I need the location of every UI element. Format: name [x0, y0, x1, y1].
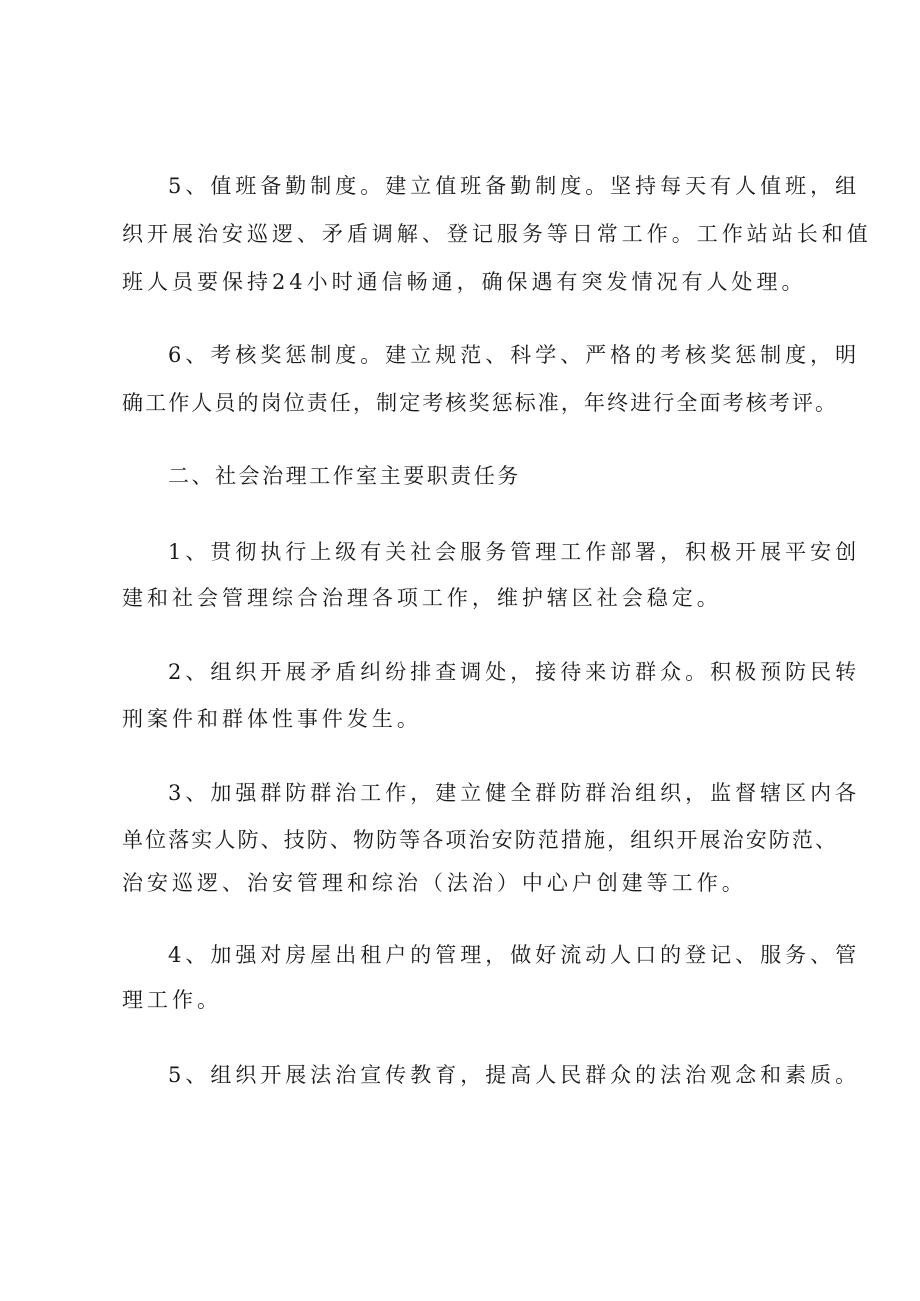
text-line: 理工作。: [122, 988, 222, 1012]
text-line: 1、贯彻执行上级有关社会服务管理工作部署，积极开展平安创: [168, 540, 861, 564]
text-line: 4、加强对房屋出租户的管理，做好流动人口的登记、服务、管: [168, 943, 861, 967]
text-line: 5、组织开展法治宣传教育，提高人民群众的法治观念和素质。: [168, 1063, 861, 1087]
text-line: 织开展治安巡逻、矛盾调解、登记服务等日常工作。工作站站长和值: [122, 222, 872, 246]
text-line: 刑案件和群体性事件发生。: [122, 707, 422, 731]
text-line: 班人员要保持24小时通信畅通，确保遇有突发情况有人处理。: [122, 270, 807, 294]
text-line: 确工作人员的岗位责任，制定考核奖惩标准，年终进行全面考核考评。: [122, 391, 839, 415]
text-line: 2、组织开展矛盾纠纷排查调处，接待来访群众。积极预防民转: [168, 660, 861, 684]
text-line: 建和社会管理综合治理各项工作，维护辖区社会稳定。: [122, 586, 722, 610]
text-line: 治安巡逻、治安管理和综治（法治）中心户创建等工作。: [122, 871, 747, 895]
text-line: 3、加强群防群治工作，建立健全群防群治组织，监督辖区内各: [168, 781, 861, 805]
text-line: 6、考核奖惩制度。建立规范、科学、严格的考核奖惩制度，明: [168, 343, 861, 367]
text-line: 5、值班备勤制度。建立值班备勤制度。坚持每天有人值班，组: [168, 174, 861, 198]
text-line: 单位落实人防、技防、物防等各项治安防范措施，组织开展治安防范、: [122, 828, 839, 852]
heading-text: 二、社会治理工作室主要职责任务: [168, 464, 521, 488]
